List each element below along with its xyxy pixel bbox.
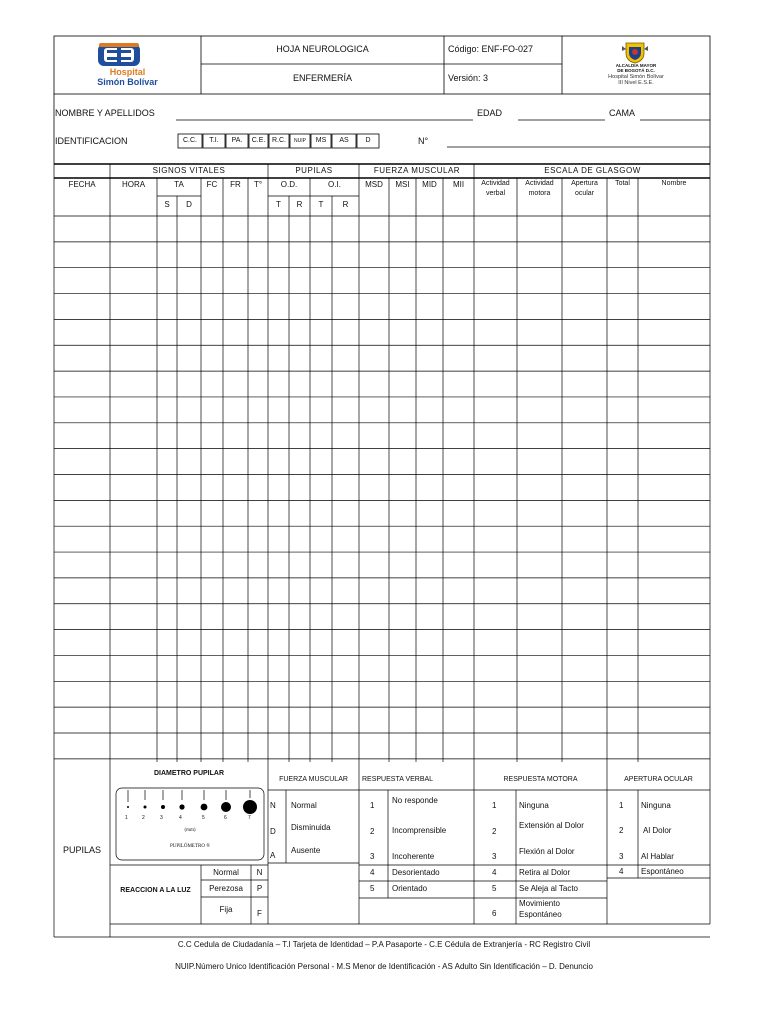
motora-extension: Extensión al Dolor	[519, 821, 584, 830]
col-verbal-l2: verbal	[485, 190, 506, 197]
ocular-al-dolor: Al Dolor	[643, 826, 672, 835]
right-logo-line1: ALCALDÍA MAYOR	[615, 63, 657, 68]
col-fc: FC	[206, 180, 218, 189]
ocular-espontaneo: Espontáneo	[641, 867, 684, 876]
ocular-al-hablar: Al Hablar	[641, 852, 674, 861]
id-type-cc[interactable]: C.C.	[183, 137, 197, 144]
group-strength: FUERZA MUSCULAR	[373, 166, 461, 175]
verbal-code-4: 4	[370, 868, 375, 877]
id-type-ms[interactable]: MS	[315, 137, 327, 144]
ocular-code-3: 3	[619, 852, 624, 861]
col-fr: FR	[230, 180, 241, 189]
motora-code-2: 2	[492, 827, 497, 836]
id-type-as[interactable]: AS	[339, 137, 349, 144]
id-type-d[interactable]: D	[365, 137, 371, 144]
motora-ninguna: Ninguna	[519, 801, 549, 810]
form-title: HOJA NEUROLOGICA	[276, 44, 369, 54]
motora-code-3: 3	[492, 852, 497, 861]
id-number-label: N°	[418, 136, 429, 146]
col-od: O.D.	[280, 180, 298, 189]
fuerza-code-d: D	[270, 827, 276, 836]
group-vitals: SIGNOS VITALES	[152, 166, 226, 175]
pupilometro-unit: (mm)	[184, 828, 196, 833]
verbal-code-5: 5	[370, 884, 375, 893]
col-ta: TA	[174, 180, 184, 189]
fuerza-disminuida: Disminuida	[291, 823, 331, 832]
id-label: IDENTIFICACION	[55, 136, 128, 146]
verbal-incomprensible: Incomprensible	[392, 826, 447, 835]
subcol-oi-r: R	[342, 200, 349, 209]
pupil-num-3: 3	[160, 815, 163, 821]
fuerza-normal: Normal	[291, 801, 317, 810]
subcol-oi-t: T	[318, 200, 324, 209]
motora-aleja: Se Aleja al Tacto	[519, 884, 579, 893]
col-hora: HORA	[121, 180, 146, 189]
form-code: Código: ENF-FO-027	[448, 44, 534, 54]
col-msi: MSI	[395, 180, 410, 189]
col-ocular-l2: ocular	[574, 190, 595, 197]
verbal-incoherente: Incoherente	[392, 852, 435, 861]
ocular-title: APERTURA OCULAR	[624, 776, 693, 783]
verbal-desorientado: Desorientado	[392, 868, 440, 877]
col-motora-l1: Actividad	[525, 180, 554, 187]
id-type-ce[interactable]: C.E.	[251, 137, 266, 144]
verbal-no-responde: No responde	[392, 796, 438, 805]
reaccion-label: REACCION A LA LUZ	[120, 887, 191, 894]
pupil-num-6: 6	[224, 815, 227, 821]
ocular-code-1: 1	[619, 801, 624, 810]
motora-code-4: 4	[492, 868, 497, 877]
motora-flexion: Flexión al Dolor	[519, 847, 575, 856]
verbal-code-1: 1	[370, 801, 375, 810]
reaccion-fija: Fija	[219, 905, 233, 914]
col-mii: MII	[452, 180, 465, 189]
form-subtitle: ENFERMERÍA	[292, 73, 352, 83]
pupilometro	[116, 788, 264, 860]
right-logo-line2: DE BOGOTÁ D.C.	[617, 68, 655, 73]
name-label: NOMBRE Y APELLIDOS	[55, 108, 155, 118]
pupil-num-1: 1	[125, 815, 128, 821]
col-nombre: Nombre	[661, 180, 687, 187]
form-version: Versión: 3	[448, 73, 489, 83]
pupilometro-dots	[116, 788, 264, 860]
ocular-ninguna: Ninguna	[641, 801, 671, 810]
reaccion-fija-code: F	[257, 909, 262, 918]
bed-label: CAMA	[609, 108, 636, 118]
motora-title: RESPUESTA MOTORA	[503, 776, 578, 783]
ocular-code-4: 4	[619, 867, 624, 876]
pupil-num-7: 7	[248, 815, 251, 821]
verbal-title: RESPUESTA VERBAL	[362, 776, 434, 783]
motora-retira: Retira al Dolor	[519, 868, 571, 877]
hospital-name-line2: Simón Bolívar	[97, 77, 158, 87]
col-fecha: FECHA	[68, 180, 96, 189]
col-msd: MSD	[365, 180, 383, 189]
reaccion-perezosa-code: P	[256, 884, 263, 893]
group-pupils: PUPILAS	[295, 166, 333, 175]
footer-line1: C.C Cedula de Ciudadanía – T.I Tarjeta de Identidad – P.A Pasaporte - C.E Cédula de Extranjería - RC Registro Civil	[177, 940, 591, 949]
reaccion-perezosa: Perezosa	[209, 884, 243, 893]
motora-movimiento-l1: Movimiento	[519, 899, 560, 908]
verbal-code-2: 2	[370, 827, 375, 836]
reaccion-normal: Normal	[213, 868, 239, 877]
motora-code-6: 6	[492, 909, 497, 918]
verbal-code-3: 3	[370, 852, 375, 861]
right-logo-line3: Hospital Simón Bolívar	[608, 74, 664, 80]
age-label: EDAD	[477, 108, 503, 118]
col-oi: O.I.	[328, 180, 341, 189]
fuerza-ausente: Ausente	[291, 846, 321, 855]
id-type-ti[interactable]: T.I.	[209, 137, 219, 144]
motora-code-1: 1	[492, 801, 497, 810]
pupil-num-5: 5	[202, 815, 205, 821]
col-motora-l2: motora	[528, 190, 551, 197]
pupil-num-2: 2	[142, 815, 145, 821]
subcol-od-r: R	[296, 200, 303, 209]
id-type-rc[interactable]: R.C.	[272, 137, 286, 144]
pupilometro-caption: PUPILÓMETRO ®	[169, 844, 211, 849]
ocular-code-2: 2	[619, 826, 624, 835]
subcol-d: D	[186, 200, 192, 209]
fuerza-code-n: N	[270, 801, 276, 810]
col-verbal-l1: Actividad	[481, 180, 510, 187]
diametro-title: DIAMETRO PUPILAR	[154, 770, 224, 777]
pupil-num-4: 4	[179, 815, 182, 821]
col-temp: T°	[253, 180, 263, 189]
right-logo-line4: III Nivel E.S.E.	[618, 80, 654, 86]
motora-code-5: 5	[492, 884, 497, 893]
col-mid: MID	[422, 180, 437, 189]
reaccion-normal-code: N	[256, 868, 263, 877]
legend-pupilas-label: PUPILAS	[62, 845, 102, 855]
hospital-name-line1: Hospital	[109, 67, 146, 77]
subcol-s: S	[164, 200, 170, 209]
col-ocular-l1: Apertura	[571, 180, 598, 187]
verbal-orientado: Orientado	[392, 884, 428, 893]
footer-line2: NUIP.Número Unico Identificación Personal - M.S Menor de Identificación - AS Adulto Sin Identificación – D. Denuncio	[175, 962, 593, 971]
group-glasgow: ESCALA DE GLASGOW	[544, 166, 641, 175]
id-type-pa[interactable]: PA.	[231, 137, 243, 144]
subcol-od-t: T	[276, 200, 281, 209]
fuerza-code-a: A	[270, 851, 276, 860]
col-total: Total	[615, 180, 630, 187]
id-type-nuip[interactable]: NUIP	[294, 138, 306, 144]
fuerza-title: FUERZA MUSCULAR	[279, 776, 348, 783]
motora-movimiento-l2: Espontáneo	[519, 910, 562, 919]
